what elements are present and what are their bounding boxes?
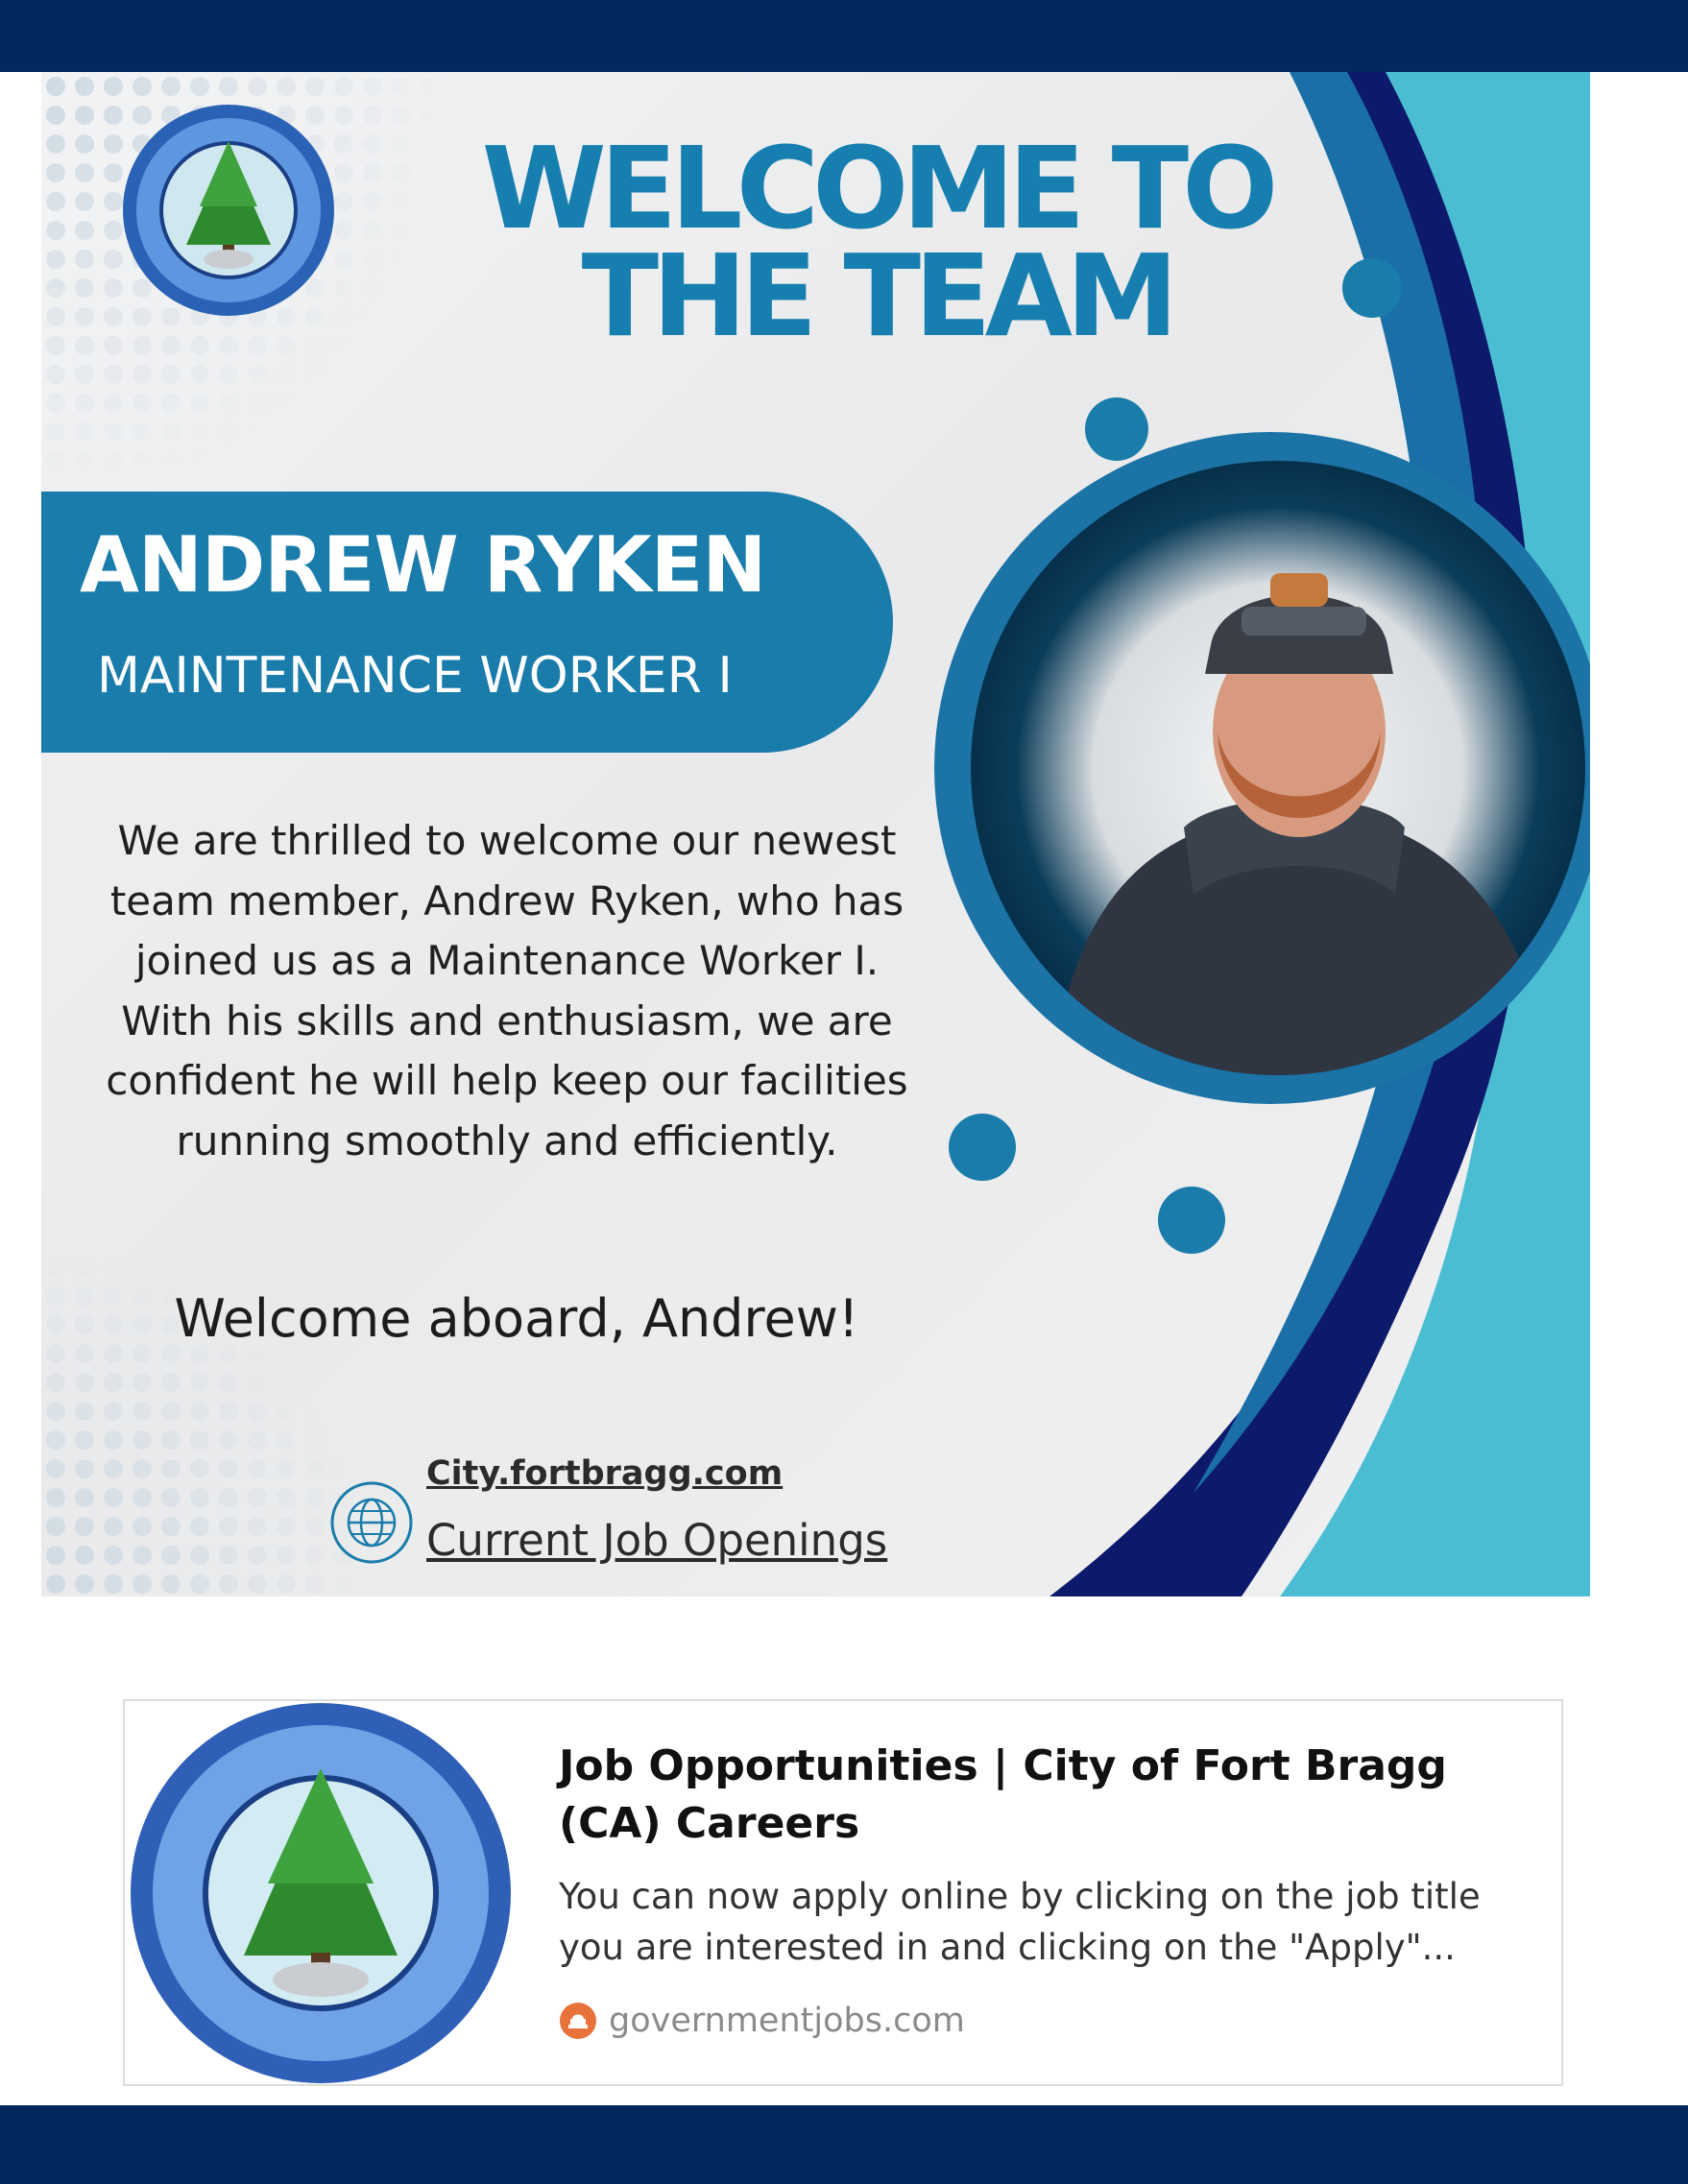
card-title[interactable]: Job Opportunities | City of Fort Bragg (CA) Careers (559, 1741, 1447, 1848)
source-domain: governmentjobs.com (609, 2002, 965, 2040)
bottom-banner-bar (0, 2105, 1688, 2184)
city-seal-logo (129, 1701, 513, 2085)
job-openings-link[interactable]: Current Job Openings (426, 1515, 888, 1566)
name-banner (41, 492, 893, 753)
card-description: You can now apply online by clicking on the job title you are interested in and clicking on the "Apply"... (559, 1876, 1481, 1968)
headline-line-1: WELCOME TO (481, 122, 1272, 254)
employee-photo (953, 444, 1590, 1092)
welcome-poster (41, 72, 1590, 1596)
capitol-building-icon (559, 2002, 597, 2040)
employee-role: MAINTENANCE WORKER I (97, 647, 733, 705)
welcome-headline (445, 122, 1309, 362)
city-seal-logo (119, 101, 338, 320)
employee-name: ANDREW RYKEN (80, 520, 766, 610)
website-link[interactable]: City.fortbragg.com (426, 1454, 784, 1493)
link-preview-card[interactable] (123, 1699, 1563, 2086)
globe-icon (329, 1480, 414, 1565)
welcome-message: We are thrilled to welcome our newest team member, Andrew Ryken, who has joined us as a Maintenance Worker I. With his skills and enthusiasm, we are confident he will help keep our facilities running smoothly and efficiently. (106, 817, 908, 1164)
card-source (559, 2002, 965, 2040)
top-banner-bar (0, 0, 1688, 72)
welcome-greeting: Welcome aboard, Andrew! (174, 1288, 859, 1349)
headline-line-2: THE TEAM (581, 229, 1172, 362)
